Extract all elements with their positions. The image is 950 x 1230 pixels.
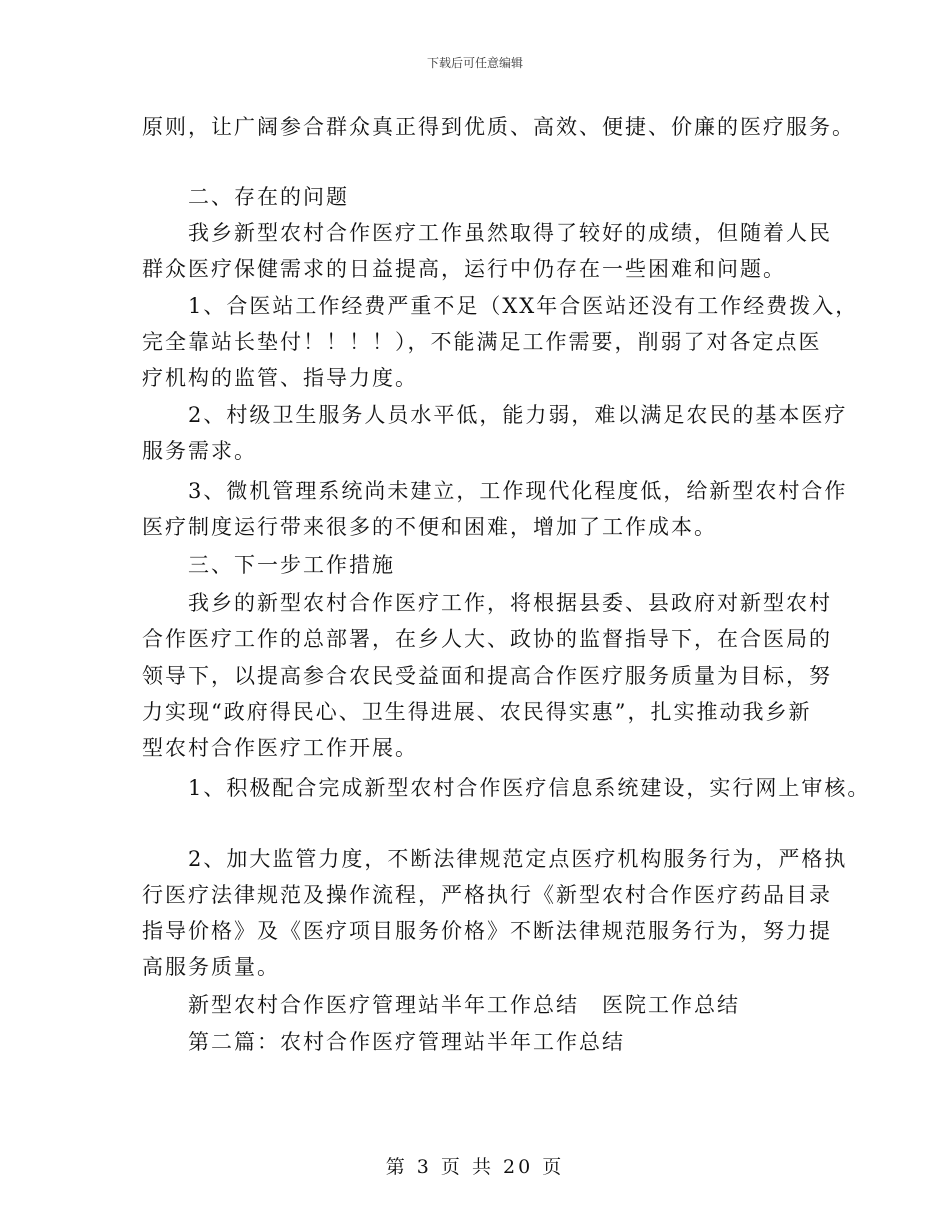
- body-line: 1、合医站工作经费严重不足（XX年合医站还没有工作经费拨入，: [188, 294, 859, 318]
- body-line: 疗机构的监管、指导力度。: [142, 366, 418, 390]
- body-line: 高服务质量。: [142, 955, 280, 979]
- body-line: 医疗制度运行带来很多的不便和困难，增加了工作成本。: [142, 515, 717, 539]
- section-heading: 二、存在的问题: [188, 185, 349, 209]
- body-line: 领导下，以提高参合农民受益面和提高合作医疗服务质量为目标，努: [142, 664, 832, 688]
- body-line: 我乡新型农村合作医疗工作虽然取得了较好的成绩，但随着人民: [188, 221, 832, 245]
- body-line: 型农村合作医疗工作开展。: [142, 736, 418, 760]
- body-line: 群众医疗保健需求的日益提高，运行中仍存在一些困难和问题。: [142, 257, 786, 281]
- body-line: 行医疗法律规范及操作流程，严格执行《新型农村合作医疗药品目录: [142, 883, 832, 907]
- body-line: 原则，让广阔参合群众真正得到优质、高效、便捷、价廉的医疗服务。: [142, 115, 855, 139]
- body-line: 2、村级卫生服务人员水平低，能力弱，难以满足农民的基本医疗: [188, 403, 848, 427]
- body-line: 我乡的新型农村合作医疗工作，将根据县委、县政府对新型农村: [188, 591, 832, 615]
- header-note: 下载后可任意编辑: [426, 56, 523, 70]
- body-line: 2、加大监管力度，不断法律规范定点医疗机构服务行为，严格执: [188, 847, 848, 871]
- body-line: 完全靠站长垫付！！！！），不能满足工作需要，削弱了对各定点医: [142, 330, 822, 354]
- body-line: 服务需求。: [142, 439, 257, 463]
- page-number: 第 3 页 共 20 页: [385, 1156, 565, 1178]
- body-line: 第二篇：农村合作医疗管理站半年工作总结: [188, 1030, 625, 1054]
- body-line: 新型农村合作医疗管理站半年工作总结 医院工作总结: [188, 993, 740, 1017]
- body-line: 力实现“政府得民心、卫生得进展、农民得实惠”，扎实推动我乡新: [142, 700, 812, 724]
- body-line: 合作医疗工作的总部署，在乡人大、政协的监督指导下，在合医局的: [142, 627, 832, 651]
- body-line: 1、积极配合完成新型农村合作医疗信息系统建设，实行网上审核。: [188, 776, 871, 800]
- section-heading: 三、下一步工作措施: [188, 553, 395, 577]
- body-line: 指导价格》及《医疗项目服务价格》不断法律规范服务行为，努力提: [142, 919, 832, 943]
- body-line: 3、微机管理系统尚未建立，工作现代化程度低，给新型农村合作: [188, 479, 848, 503]
